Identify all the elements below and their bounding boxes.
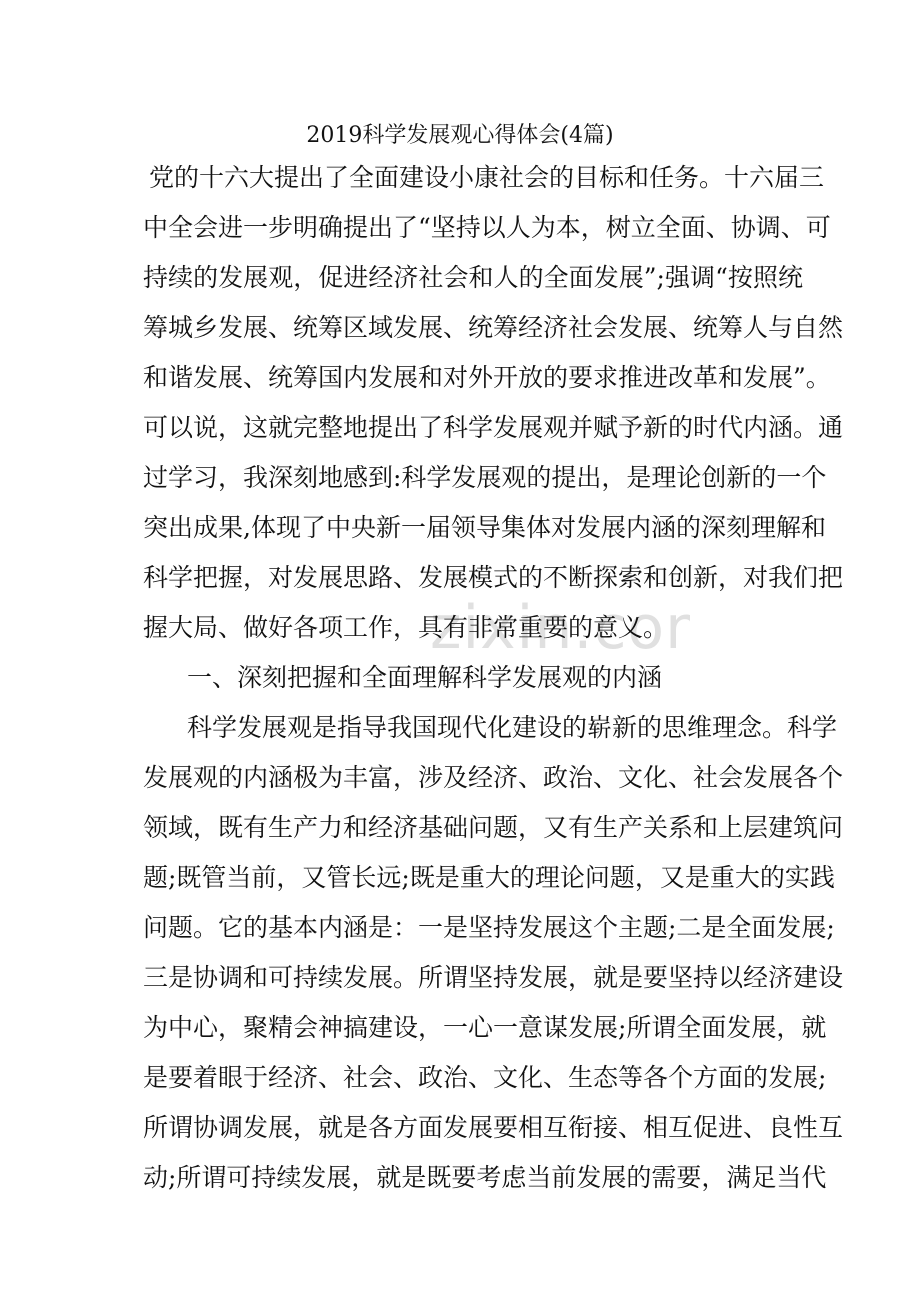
paragraph-line: 领域，既有生产力和经济基础问题，又有生产关系和上层建筑问 xyxy=(143,813,844,842)
paragraph-line: 中全会进一步明确提出了“坚持以人为本，树立全面、协调、可 xyxy=(143,213,831,242)
paragraph-line: 可以说，这就完整地提出了科学发展观并赋予新的时代内涵。通 xyxy=(143,413,844,442)
paragraph-line: 持续的发展观，促进经济社会和人的全面发展”;强调“按照统 xyxy=(143,263,803,292)
paragraph-line: 科学把握，对发展思路、发展模式的不断探索和创新，对我们把 xyxy=(143,563,844,592)
paragraph-line: 发展观的内涵极为丰富，涉及经济、政治、文化、社会发展各个 xyxy=(143,763,844,792)
paragraph-line: 所谓协调发展，就是各方面发展要相互衔接、相互促进、良性互 xyxy=(143,1113,844,1142)
paragraph-line: 为中心，聚精会神搞建设，一心一意谋发展;所谓全面发展，就 xyxy=(143,1013,827,1042)
paragraph-line: 党的十六大提出了全面建设小康社会的目标和任务。十六届三 xyxy=(149,163,825,192)
paragraph-line: 题;既管当前，又管长远;既是重大的理论问题，又是重大的实践 xyxy=(143,863,835,892)
paragraph-line: 筹城乡发展、统筹区域发展、统筹经济社会发展、统筹人与自然 xyxy=(143,313,844,342)
page-title: 2019科学发展观心得体会(4篇) xyxy=(306,123,614,148)
section-heading: 一、深刻把握和全面理解科学发展观的内涵 xyxy=(187,663,663,692)
paragraph-line: 突出成果,体现了中央新一届领导集体对发展内涵的深刻理解和 xyxy=(143,513,826,542)
paragraph-line: 握大局、做好各项工作，具有非常重要的意义。 xyxy=(143,613,669,642)
paragraph-line: 动;所谓可持续发展，就是既要考虑当前发展的需要，满足当代 xyxy=(143,1163,827,1192)
paragraph-line: 科学发展观是指导我国现代化建设的崭新的思维理念。科学 xyxy=(187,713,838,742)
paragraph-line: 三是协调和可持续发展。所谓坚持发展，就是要坚持以经济建设 xyxy=(143,963,844,992)
paragraph-line: 过学习，我深刻地感到:科学发展观的提出，是理论创新的一个 xyxy=(143,463,827,492)
paragraph-line: 和谐发展、统筹国内发展和对外开放的要求推进改革和发展”。 xyxy=(143,363,831,392)
paragraph-line: 是要着眼于经济、社会、政治、文化、生态等各个方面的发展; xyxy=(143,1063,827,1092)
paragraph-line: 问题。它的基本内涵是：一是坚持发展这个主题;二是全面发展; xyxy=(143,913,835,942)
svg-text:zixin.com.cn: zixin.co xyxy=(430,593,666,663)
